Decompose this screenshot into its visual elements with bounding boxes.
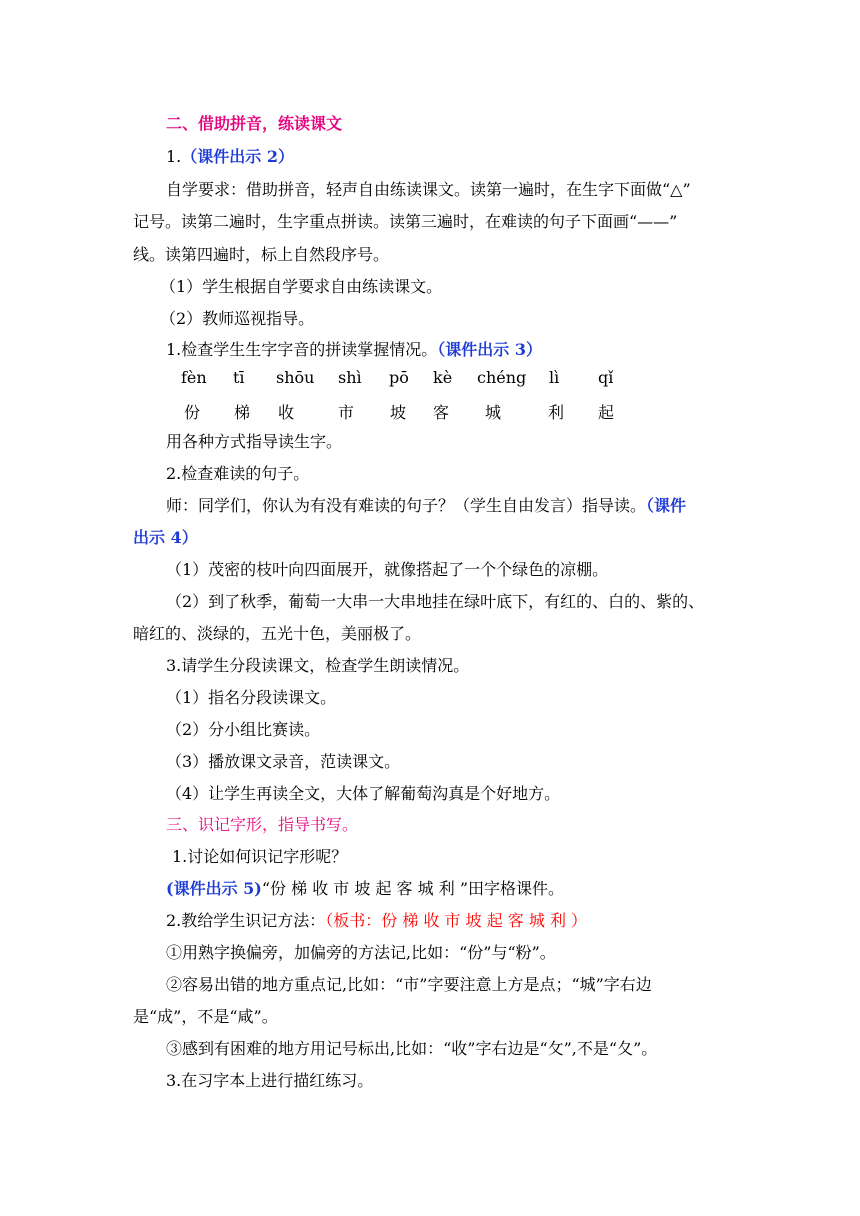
pinyin-row bbox=[0, 368, 860, 390]
self-study-line-2: 记号。读第二遍时，生字重点拼读。读第三遍时，在难读的句子下面画“——” bbox=[133, 212, 678, 231]
hanzi-row bbox=[0, 400, 860, 422]
section-three-title: 三、识记字形，指导书写。 bbox=[166, 815, 359, 834]
method-2-line-2: 是“成”，不是“咸”。 bbox=[133, 1007, 278, 1026]
section-two-title: 二、借助拼音，练读课文 bbox=[166, 114, 343, 133]
guide-reading: 用各种方式指导读生字。 bbox=[166, 432, 343, 451]
tracing-practice: 3.在习字本上进行描红练习。 bbox=[166, 1071, 374, 1090]
paragraph-1-number: 1. bbox=[166, 147, 182, 166]
pinyin-3: shōu bbox=[276, 368, 315, 387]
courseware-ref-5: (课件出示 5) bbox=[166, 879, 262, 898]
reading-step-4: （4）让学生再读全文，大体了解葡萄沟真是个好地方。 bbox=[166, 784, 561, 803]
check-pronunciation-text: 1.检查学生生字字音的拼读掌握情况。 bbox=[166, 340, 438, 359]
self-study-line-3: 线。读第四遍时，标上自然段序号。 bbox=[133, 245, 390, 264]
pinyin-7: chéng bbox=[477, 368, 527, 387]
courseware-5-line bbox=[166, 879, 564, 899]
courseware-ref-4-part-2: 出示 4） bbox=[133, 528, 198, 547]
paragraph-1 bbox=[166, 147, 294, 167]
pinyin-2: tī bbox=[233, 368, 245, 387]
method-1: ①用熟字换偏旁，加偏旁的方法记,比如：“份”与“粉”。 bbox=[166, 943, 556, 962]
hanzi-2: 梯 bbox=[234, 403, 251, 422]
hanzi-5: 坡 bbox=[390, 403, 407, 422]
difficult-sentence-2-line-1: （2）到了秋季，葡萄一大串一大串地挂在绿叶底下，有红的、白的、紫的、 bbox=[166, 592, 705, 611]
pinyin-4: shì bbox=[338, 368, 362, 387]
courseware-ref-3: （课件出示 3） bbox=[437, 340, 542, 359]
check-pronunciation bbox=[166, 340, 542, 360]
hanzi-1: 份 bbox=[184, 403, 201, 422]
check-reading: 3.请学生分段读课文，检查学生朗读情况。 bbox=[166, 656, 470, 675]
blackboard-note: （板书：份 梯 收 市 坡 起 客 城 利 ） bbox=[325, 911, 588, 930]
teacher-text: 师：同学们，你认为有没有难读的句子？（学生自由发言）指导读。 bbox=[166, 496, 647, 515]
pinyin-5: pō bbox=[389, 368, 409, 387]
self-study-line-1: 自学要求：借助拼音，轻声自由练读课文。读第一遍时，在生字下面做“△” bbox=[166, 180, 691, 199]
courseware-ref-4-part-1: （课件 bbox=[646, 496, 687, 515]
method-3: ③感到有困难的地方用记号标出,比如：“收”字右边是“攵”,不是“夂”。 bbox=[166, 1039, 658, 1058]
teach-method-text: 2.教给学生识记方法： bbox=[166, 911, 326, 930]
pinyin-9: qǐ bbox=[598, 368, 614, 387]
hanzi-8: 利 bbox=[548, 403, 565, 422]
pinyin-8: lì bbox=[549, 368, 560, 387]
method-2-line-1: ②容易出错的地方重点记,比如：“市”字要注意上方是点；“城”字右边 bbox=[166, 975, 652, 994]
discussion: 1.讨论如何识记字形呢？ bbox=[172, 847, 348, 866]
teach-method-line bbox=[166, 911, 587, 931]
hanzi-4: 市 bbox=[338, 403, 355, 422]
difficult-sentence-2-line-2: 暗红的、淡绿的，五光十色，美丽极了。 bbox=[133, 624, 422, 643]
reading-step-3: （3）播放课文录音，范读课文。 bbox=[166, 752, 401, 771]
step-1: （1）学生根据自学要求自由练读课文。 bbox=[160, 277, 443, 296]
hanzi-3: 收 bbox=[278, 403, 295, 422]
pinyin-6: kè bbox=[433, 368, 453, 387]
hanzi-7: 城 bbox=[485, 403, 502, 422]
reading-step-1: （1）指名分段读课文。 bbox=[166, 688, 337, 707]
hanzi-9: 起 bbox=[598, 403, 615, 422]
reading-step-2: （2）分小组比赛读。 bbox=[166, 720, 321, 739]
courseware-ref-2: （课件出示 2） bbox=[181, 147, 294, 166]
pinyin-1: fèn bbox=[181, 368, 207, 387]
hanzi-6: 客 bbox=[433, 403, 450, 422]
step-2: （2）教师巡视指导。 bbox=[160, 309, 315, 328]
difficult-sentence-1: （1）茂密的枝叶向四面展开，就像搭起了一个个绿色的凉棚。 bbox=[166, 560, 609, 579]
teacher-line-1 bbox=[166, 496, 686, 516]
courseware-5-text: “份 梯 收 市 坡 起 客 城 利 ”田字格课件。 bbox=[261, 879, 564, 898]
check-sentences: 2.检查难读的句子。 bbox=[166, 464, 310, 483]
